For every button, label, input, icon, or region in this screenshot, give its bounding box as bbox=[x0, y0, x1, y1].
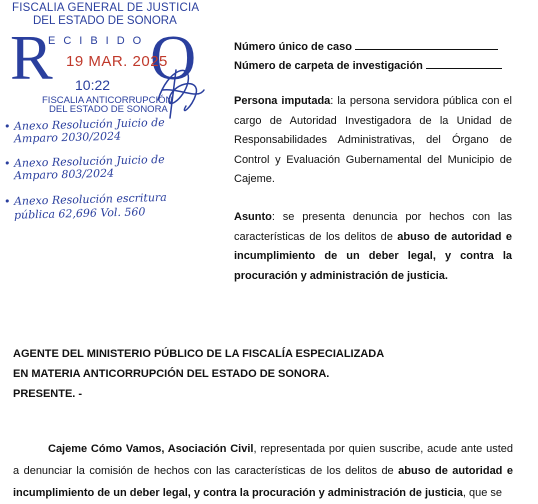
investigation-number-field bbox=[234, 57, 502, 72]
case-number-field bbox=[234, 38, 498, 53]
subject-paragraph bbox=[234, 208, 512, 286]
stamp-recibido: ECIBIDO bbox=[48, 35, 150, 47]
stamp-big-letter-r: R bbox=[10, 22, 53, 93]
stamp-time: 10:22 bbox=[75, 77, 111, 93]
handwritten-note: Amparo 803/2024 bbox=[13, 166, 115, 183]
case-number-label: Número único de caso bbox=[234, 41, 352, 53]
handwritten-note: • Anexo Resolución Juicio de bbox=[3, 115, 165, 134]
stamp-fiscalia: FISCALIA ANTICORRUPCIÓN bbox=[42, 95, 173, 106]
handwritten-note: • Anexo Resolución Juicio de bbox=[3, 152, 165, 171]
addressee-line: EN MATERIA ANTICORRUPCIÓN DEL ESTADO DE SONORA. bbox=[13, 368, 330, 380]
body-text: , representada por quien suscribe, acude ante usted a denunciar la comisión de hechos con las características de los delitos de bbox=[13, 443, 513, 477]
stamp-date: 19 MAR. 2025 bbox=[66, 53, 168, 70]
addressee-greeting: PRESENTE. - bbox=[13, 388, 83, 400]
body-crimes: abuso de autoridad e incumplimiento de un deber legal, y contra la procuración y administración de justicia bbox=[13, 465, 513, 499]
subject-text: : se presenta denuncia por hechos con las características de los delitos de bbox=[234, 211, 512, 243]
body-text-end: , que se bbox=[462, 487, 503, 499]
handwritten-note: • Anexo Resolución escritura bbox=[3, 190, 167, 209]
signature-scribble bbox=[140, 60, 210, 122]
accused-label: Persona imputada bbox=[234, 95, 331, 107]
investigation-number-label: Número de carpeta de investigación bbox=[234, 60, 423, 72]
handwritten-note: pública 62,696 Vol. 560 bbox=[13, 205, 146, 222]
complaint-body bbox=[13, 438, 513, 504]
handwritten-note: Amparo 2030/2024 bbox=[13, 129, 122, 146]
organization-name: Cajeme Cómo Vamos, Asociación Civil bbox=[48, 443, 254, 455]
stamp-institution: FISCALIA GENERAL DE JUSTICIA bbox=[12, 2, 200, 14]
stamp-fiscalia-state: DEL ESTADO DE SONORA bbox=[49, 104, 168, 115]
addressee-line: AGENTE DEL MINISTERIO PÚBLICO DE LA FISCALÍA ESPECIALIZADA bbox=[13, 348, 385, 360]
stamp-big-letter-o: O bbox=[150, 22, 197, 93]
case-number-blank bbox=[355, 38, 498, 50]
investigation-number-blank bbox=[426, 57, 502, 69]
accused-text: : la persona servidora pública con el cargo de Autoridad Investigadora de la Unidad de Responsabilidades Administrativas, del Órgano de Control y Evaluación Gubernamental del Municipio de Cajeme. bbox=[234, 95, 512, 185]
subject-crimes: abuso de autoridad e incumplimiento de un deber legal, y contra la procuración y administración de justicia. bbox=[234, 230, 512, 282]
accused-paragraph bbox=[234, 92, 512, 190]
stamp-state: DEL ESTADO DE SONORA bbox=[33, 15, 177, 27]
subject-label: Asunto bbox=[234, 211, 272, 223]
